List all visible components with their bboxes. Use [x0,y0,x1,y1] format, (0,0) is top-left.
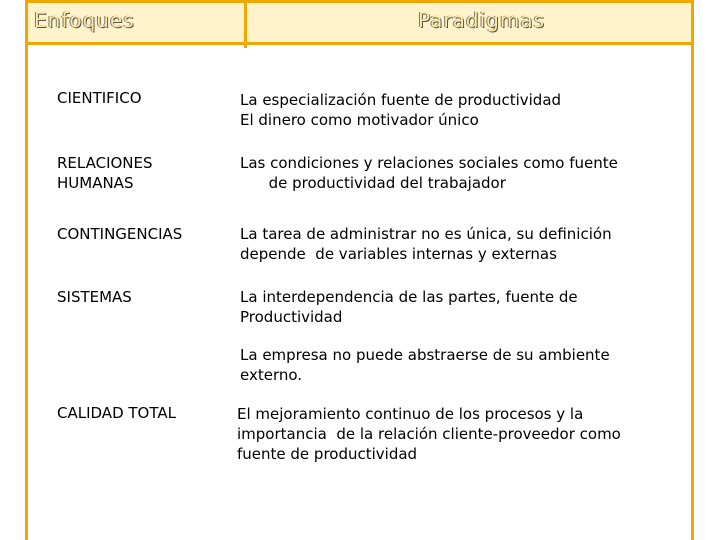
paradigma-cientifico: La especialización fuente de productividad El dinero como motivador único [240,91,562,129]
paradigma-sistemas-ambiente: La empresa no puede abstraerse de su ambiente externo. [240,346,610,384]
enfoque-relaciones-humanas: RELACIONES HUMANAS [57,154,153,192]
header-enfoques: Enfoques [34,8,135,32]
enfoque-contingencias: CONTINGENCIAS [57,225,183,243]
enfoque-sistemas: SISTEMAS [57,288,132,306]
paradigma-relaciones-humanas: Las condiciones y relaciones sociales como fuente de productividad del trabajador [240,154,618,192]
paradigma-calidad-total: El mejoramiento continuo de los procesos y la importancia de la relación cliente-proveedor como fuente de productividad [237,405,621,463]
enfoque-cientifico: CIENTIFICO [57,89,142,107]
enfoque-calidad-total: CALIDAD TOTAL [57,404,176,422]
header-paradigmas: Paradigmas [418,8,546,32]
header-divider [244,3,247,48]
paradigma-contingencias: La tarea de administrar no es única, su definición depende de variables internas y externas [240,225,612,263]
paradigma-sistemas: La interdependencia de las partes, fuente de Productividad [240,288,578,326]
